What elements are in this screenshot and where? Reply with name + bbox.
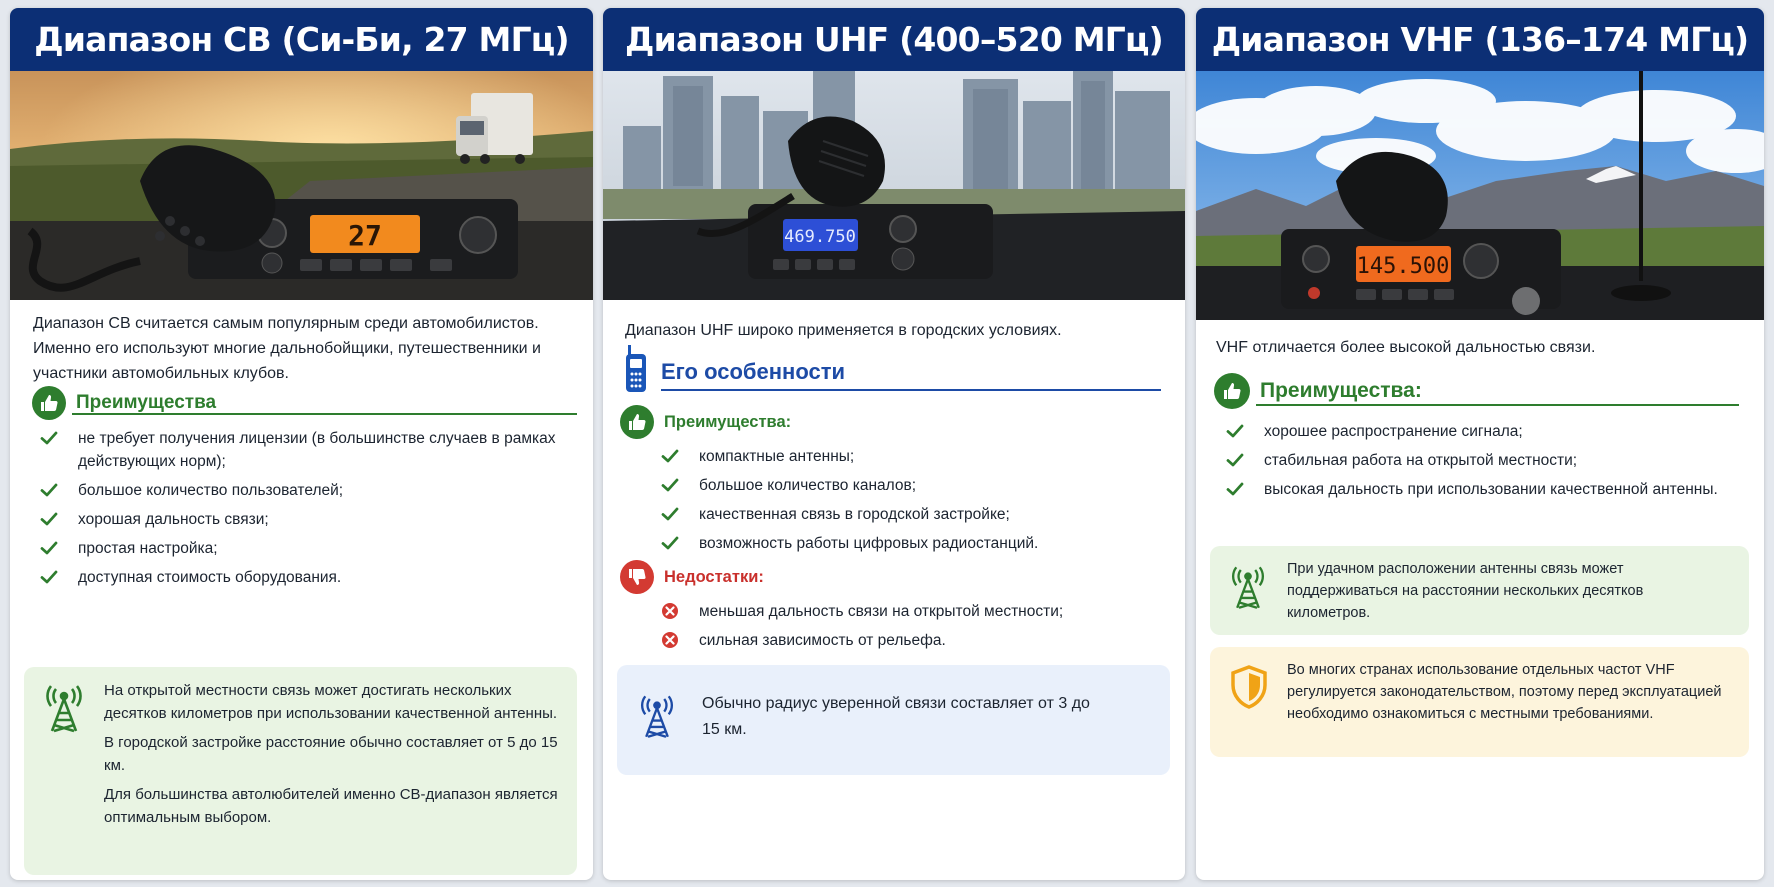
radio-tower-icon	[639, 693, 675, 748]
disadvantages-list	[661, 600, 1161, 658]
note-line: На открытой местности связь может достигать нескольких десятков километров при использовании качественной антенны.	[104, 682, 558, 722]
intro-text: Диапазон UHF широко применяется в городских условиях.	[625, 322, 1062, 339]
card-title: Диапазон VHF (136–174 МГц)	[1196, 8, 1764, 71]
radio-tower-icon	[44, 685, 84, 740]
card-title: Диапазон CB (Си-Би, 27 МГц)	[10, 8, 593, 71]
item-text: большое количество каналов;	[699, 477, 917, 494]
walkie-talkie-icon	[623, 345, 649, 398]
disadvantage-item	[661, 629, 1161, 652]
item-text: не требует получения лицензии (в большинстве случаев в рамках действующих норм);	[78, 430, 556, 470]
advantage-item	[40, 427, 560, 473]
thumbs-up-icon	[620, 405, 654, 439]
thumbs-up-icon	[1214, 373, 1250, 409]
section-divider	[1256, 404, 1739, 406]
radio-tower-icon	[1230, 564, 1266, 619]
thumbs-up-icon	[32, 386, 66, 420]
cb-radio-photo	[10, 71, 593, 300]
card-vhf	[1196, 8, 1764, 880]
item-text: хорошая дальность связи;	[78, 511, 269, 528]
advantages-heading: Преимущества:	[620, 405, 791, 439]
vhf-radio-photo	[1196, 71, 1764, 320]
warning-line: Во многих странах использование отдельных частот VHF регулируется законодательством, поэтому перед эксплуатацией необходимо ознакомиться с местными требованиями.	[1287, 662, 1722, 722]
item-text: возможность работы цифровых радиостанций.	[699, 535, 1039, 552]
intro-text: VHF отличается более высокой дальностью связи.	[1216, 339, 1596, 356]
advantage-item	[1226, 449, 1726, 472]
advantage-item	[40, 508, 560, 531]
advantage-item	[1226, 420, 1726, 443]
item-text: меньшая дальность связи на открытой местности;	[699, 603, 1064, 620]
item-text: простая настройка;	[78, 540, 218, 557]
advantage-item	[661, 532, 1161, 555]
advantage-item	[661, 445, 1161, 468]
advantages-heading: Преимущества:	[1214, 373, 1422, 409]
disadvantage-item	[661, 600, 1161, 623]
item-text: доступная стоимость оборудования.	[78, 569, 342, 586]
advantages-list	[40, 427, 560, 595]
disadvantages-heading: Недостатки:	[620, 560, 764, 594]
uhf-radio-photo	[603, 71, 1185, 300]
advantage-item	[661, 474, 1161, 497]
advantage-item	[40, 566, 560, 589]
note-line: Обычно радиус уверенной связи составляет от 3 до 15 км.	[702, 695, 1090, 738]
advantage-item	[40, 537, 560, 560]
features-heading: Его особенности	[623, 345, 845, 398]
advantage-item	[1226, 478, 1726, 501]
intro-text: Диапазон CB считается самым популярным среди автомобилистов. Именно его используют многие дальнобойщики, путешественники и участники автомобильных клубов.	[33, 315, 541, 382]
shield-icon	[1230, 665, 1268, 716]
item-text: компактные антенны;	[699, 448, 855, 465]
section-divider	[72, 413, 577, 415]
note-line: В городской застройке расстояние обычно составляет от 5 до 15 км.	[104, 734, 558, 774]
card-cb	[10, 8, 593, 880]
info-note	[24, 667, 577, 875]
item-text: хорошее распространение сигнала;	[1264, 423, 1523, 440]
info-note	[1210, 546, 1749, 635]
item-text: сильная зависимость от рельефа.	[699, 632, 946, 649]
item-text: качественная связь в городской застройке;	[699, 506, 1010, 523]
card-uhf	[603, 8, 1185, 880]
cb-display: 27	[348, 219, 382, 252]
advantages-list	[1226, 420, 1726, 507]
advantages-list	[661, 445, 1161, 561]
advantage-item	[40, 479, 560, 502]
vhf-display: 145.500	[1356, 254, 1450, 279]
note-line: При удачном расположении антенны связь может поддерживаться на расстоянии нескольких десятков километров.	[1287, 561, 1644, 621]
info-note	[617, 665, 1170, 775]
item-text: стабильная работа на открытой местности;	[1264, 452, 1578, 469]
note-line: Для большинства автолюбителей именно CB-диапазон является оптимальным выбором.	[104, 786, 558, 826]
section-divider	[661, 389, 1161, 391]
warning-note	[1210, 647, 1749, 757]
card-title: Диапазон UHF (400–520 МГц)	[603, 8, 1185, 71]
advantage-item	[661, 503, 1161, 526]
item-text: высокая дальность при использовании качественной антенны.	[1264, 481, 1718, 498]
thumbs-down-icon	[620, 560, 654, 594]
item-text: большое количество пользователей;	[78, 482, 344, 499]
uhf-display: 469.750	[784, 227, 856, 247]
advantages-heading: Преимущества	[32, 386, 216, 420]
